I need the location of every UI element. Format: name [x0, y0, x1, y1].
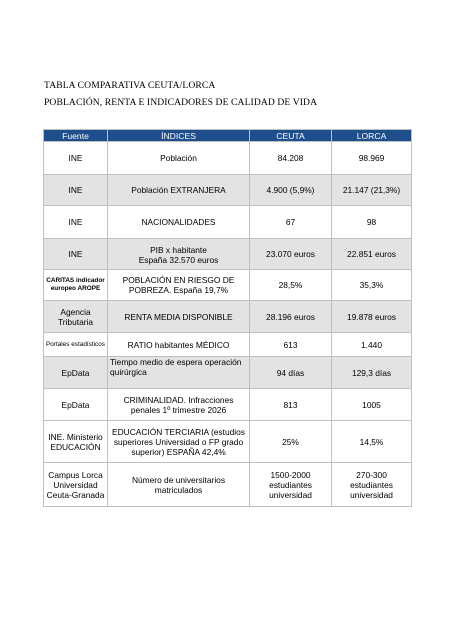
indice-label: PIB x habitante [150, 245, 207, 255]
document-title: TABLA COMPARATIVA CEUTA/LORCA [44, 80, 216, 91]
cell-fuente: CARITAS indicador europeo AROPE [44, 270, 108, 301]
cell-fuente: INE [44, 239, 108, 270]
cell-fuente: INE [44, 142, 108, 175]
cell-indice: NACIONALIDADES [108, 206, 250, 239]
cell-fuente: Portales estadísticos [44, 333, 108, 357]
cell-indice: EDUCACIÓN TERCIARIA (estudios superiores Universidad o FP grado superior) ESPAÑA 42,4% [108, 421, 250, 463]
cell-ceuta: 813 [250, 389, 332, 421]
cell-lorca: 98.969 [332, 142, 412, 175]
cell-lorca: 98 [332, 206, 412, 239]
cell-lorca: 1.440 [332, 333, 412, 357]
table-row [44, 301, 412, 333]
cell-fuente: Agencia Tributaria [44, 301, 108, 333]
indice-note: España 32.570 euros [138, 255, 219, 265]
cell-lorca: 129,3 días [332, 357, 412, 389]
header-lorca: LORCA [332, 130, 412, 142]
table-row [44, 421, 412, 463]
cell-ceuta: 25% [250, 421, 332, 463]
table-row [44, 270, 412, 301]
cell-indice: RENTA MEDIA DISPONIBLE [108, 301, 250, 333]
cell-ceuta: 84.208 [250, 142, 332, 175]
cell-lorca: 22.851 euros [332, 239, 412, 270]
cell-lorca: 1005 [332, 389, 412, 421]
table-row [44, 239, 412, 270]
cell-ceuta: 613 [250, 333, 332, 357]
comparison-table [43, 129, 412, 507]
cell-lorca: 270-300 estudiantes universidad [332, 463, 412, 507]
cell-ceuta: 1500-2000 estudiantes universidad [250, 463, 332, 507]
table-row [44, 389, 412, 421]
table-row [44, 463, 412, 507]
cell-lorca: 14,5% [332, 421, 412, 463]
cell-indice: Población [108, 142, 250, 175]
header-fuente: Fuente [44, 130, 108, 142]
cell-indice: CRIMINALIDAD. Infracciones penales 1º trimestre 2026 [108, 389, 250, 421]
cell-fuente: INE [44, 206, 108, 239]
cell-indice: Número de universitarios matriculados [108, 463, 250, 507]
table-row [44, 175, 412, 206]
cell-indice: POBLACIÓN EN RIESGO DE POBREZA. España 19,7% [108, 270, 250, 301]
cell-ceuta: 67 [250, 206, 332, 239]
cell-indice: RATIO habitantes MÉDICO [108, 333, 250, 357]
cell-indice: Tiempo medio de espera operación quirúrgica [108, 357, 250, 389]
cell-fuente: INE [44, 175, 108, 206]
header-indices: ÍNDICES [108, 130, 250, 142]
table-row [44, 206, 412, 239]
table-row [44, 333, 412, 357]
table-row [44, 142, 412, 175]
cell-ceuta: 23.070 euros [250, 239, 332, 270]
cell-fuente: EpData [44, 389, 108, 421]
cell-lorca: 19.878 euros [332, 301, 412, 333]
cell-ceuta: 28.196 euros [250, 301, 332, 333]
cell-ceuta: 4.900 (5,9%) [250, 175, 332, 206]
cell-indice: Población EXTRANJERA [108, 175, 250, 206]
cell-fuente: Campus Lorca Universidad Ceuta-Granada [44, 463, 108, 507]
cell-fuente: EpData [44, 357, 108, 389]
document-subtitle: POBLACIÓN, RENTA E INDICADORES DE CALIDAD DE VIDA [44, 97, 318, 108]
cell-fuente: INE. Ministerio EDUCACIÓN [44, 421, 108, 463]
table-header-row [44, 130, 412, 142]
cell-ceuta: 28,5% [250, 270, 332, 301]
table-row [44, 357, 412, 389]
cell-lorca: 35,3% [332, 270, 412, 301]
header-ceuta: CEUTA [250, 130, 332, 142]
cell-indice [108, 239, 250, 270]
cell-lorca: 21.147 (21,3%) [332, 175, 412, 206]
cell-ceuta: 94 días [250, 357, 332, 389]
